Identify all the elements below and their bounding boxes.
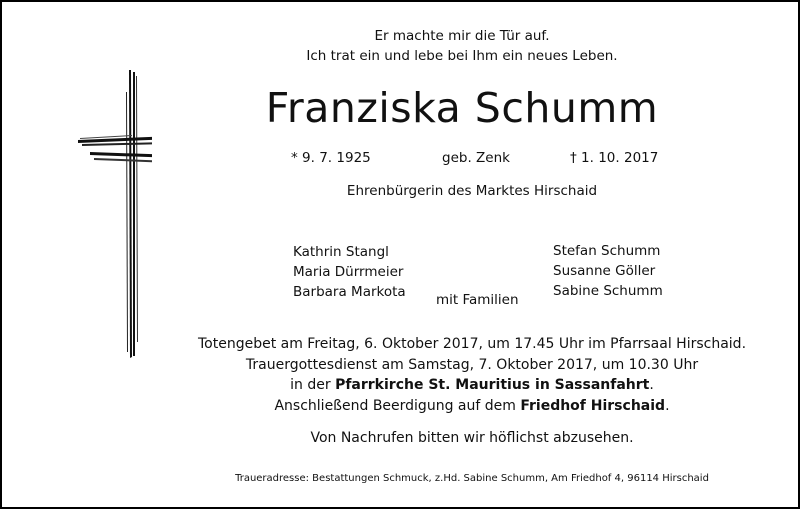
church-name: Pfarrkirche St. Mauritius in Sassanfahrt <box>335 377 650 393</box>
church-suffix: . <box>649 377 654 393</box>
burial-prefix: Anschließend Beerdigung auf dem <box>274 397 521 414</box>
mourner-name: Kathrin Stangl <box>293 244 389 260</box>
cross-icon <box>72 62 152 362</box>
honorary-title: Ehrenbürgerin des Marktes Hirschaid <box>346 183 598 199</box>
death-date: † 1. 10. 2017 <box>570 150 659 166</box>
mourner-name: Sabine Schumm <box>553 283 663 299</box>
church-line <box>172 375 772 396</box>
families-label: mit Familien <box>436 292 519 308</box>
burial-line <box>172 396 772 417</box>
condolence-note: Von Nachrufen bitten wir höflichst abzusehen. <box>310 430 634 446</box>
verse-line-2: Ich trat ein und lebe bei Ihm ein neues Leben. <box>306 48 618 64</box>
prayer-line: Totengebet am Freitag, 6. Oktober 2017, um 17.45 Uhr im Pfarrsaal Hirschaid. <box>197 336 747 352</box>
verse-line-1: Er machte mir die Tür auf. <box>374 28 550 44</box>
deceased-name: Franziska Schumm <box>265 84 659 132</box>
maiden-name: geb. Zenk <box>442 150 510 166</box>
mourners-left <box>293 242 406 302</box>
bible-verse <box>262 26 662 66</box>
funeral-announcement <box>172 334 772 416</box>
mourner-name: Susanne Göller <box>553 263 656 279</box>
cemetery-name: Friedhof Hirschaid <box>520 397 666 414</box>
mourners-right <box>553 241 663 301</box>
mourner-name: Barbara Markota <box>293 284 406 300</box>
mourner-name: Stefan Schumm <box>553 243 661 259</box>
mourning-address: Traueradresse: Bestattungen Schmuck, z.Hd. Sabine Schumm, Am Friedhof 4, 96114 Hirschaid <box>235 473 709 484</box>
service-line: Trauergottesdienst am Samstag, 7. Oktober 2017, um 10.30 Uhr <box>245 356 699 373</box>
mourner-name: Maria Dürrmeier <box>293 264 404 280</box>
birth-date: * 9. 7. 1925 <box>291 150 371 166</box>
church-prefix: in der <box>290 377 336 393</box>
burial-suffix: . <box>665 397 670 414</box>
